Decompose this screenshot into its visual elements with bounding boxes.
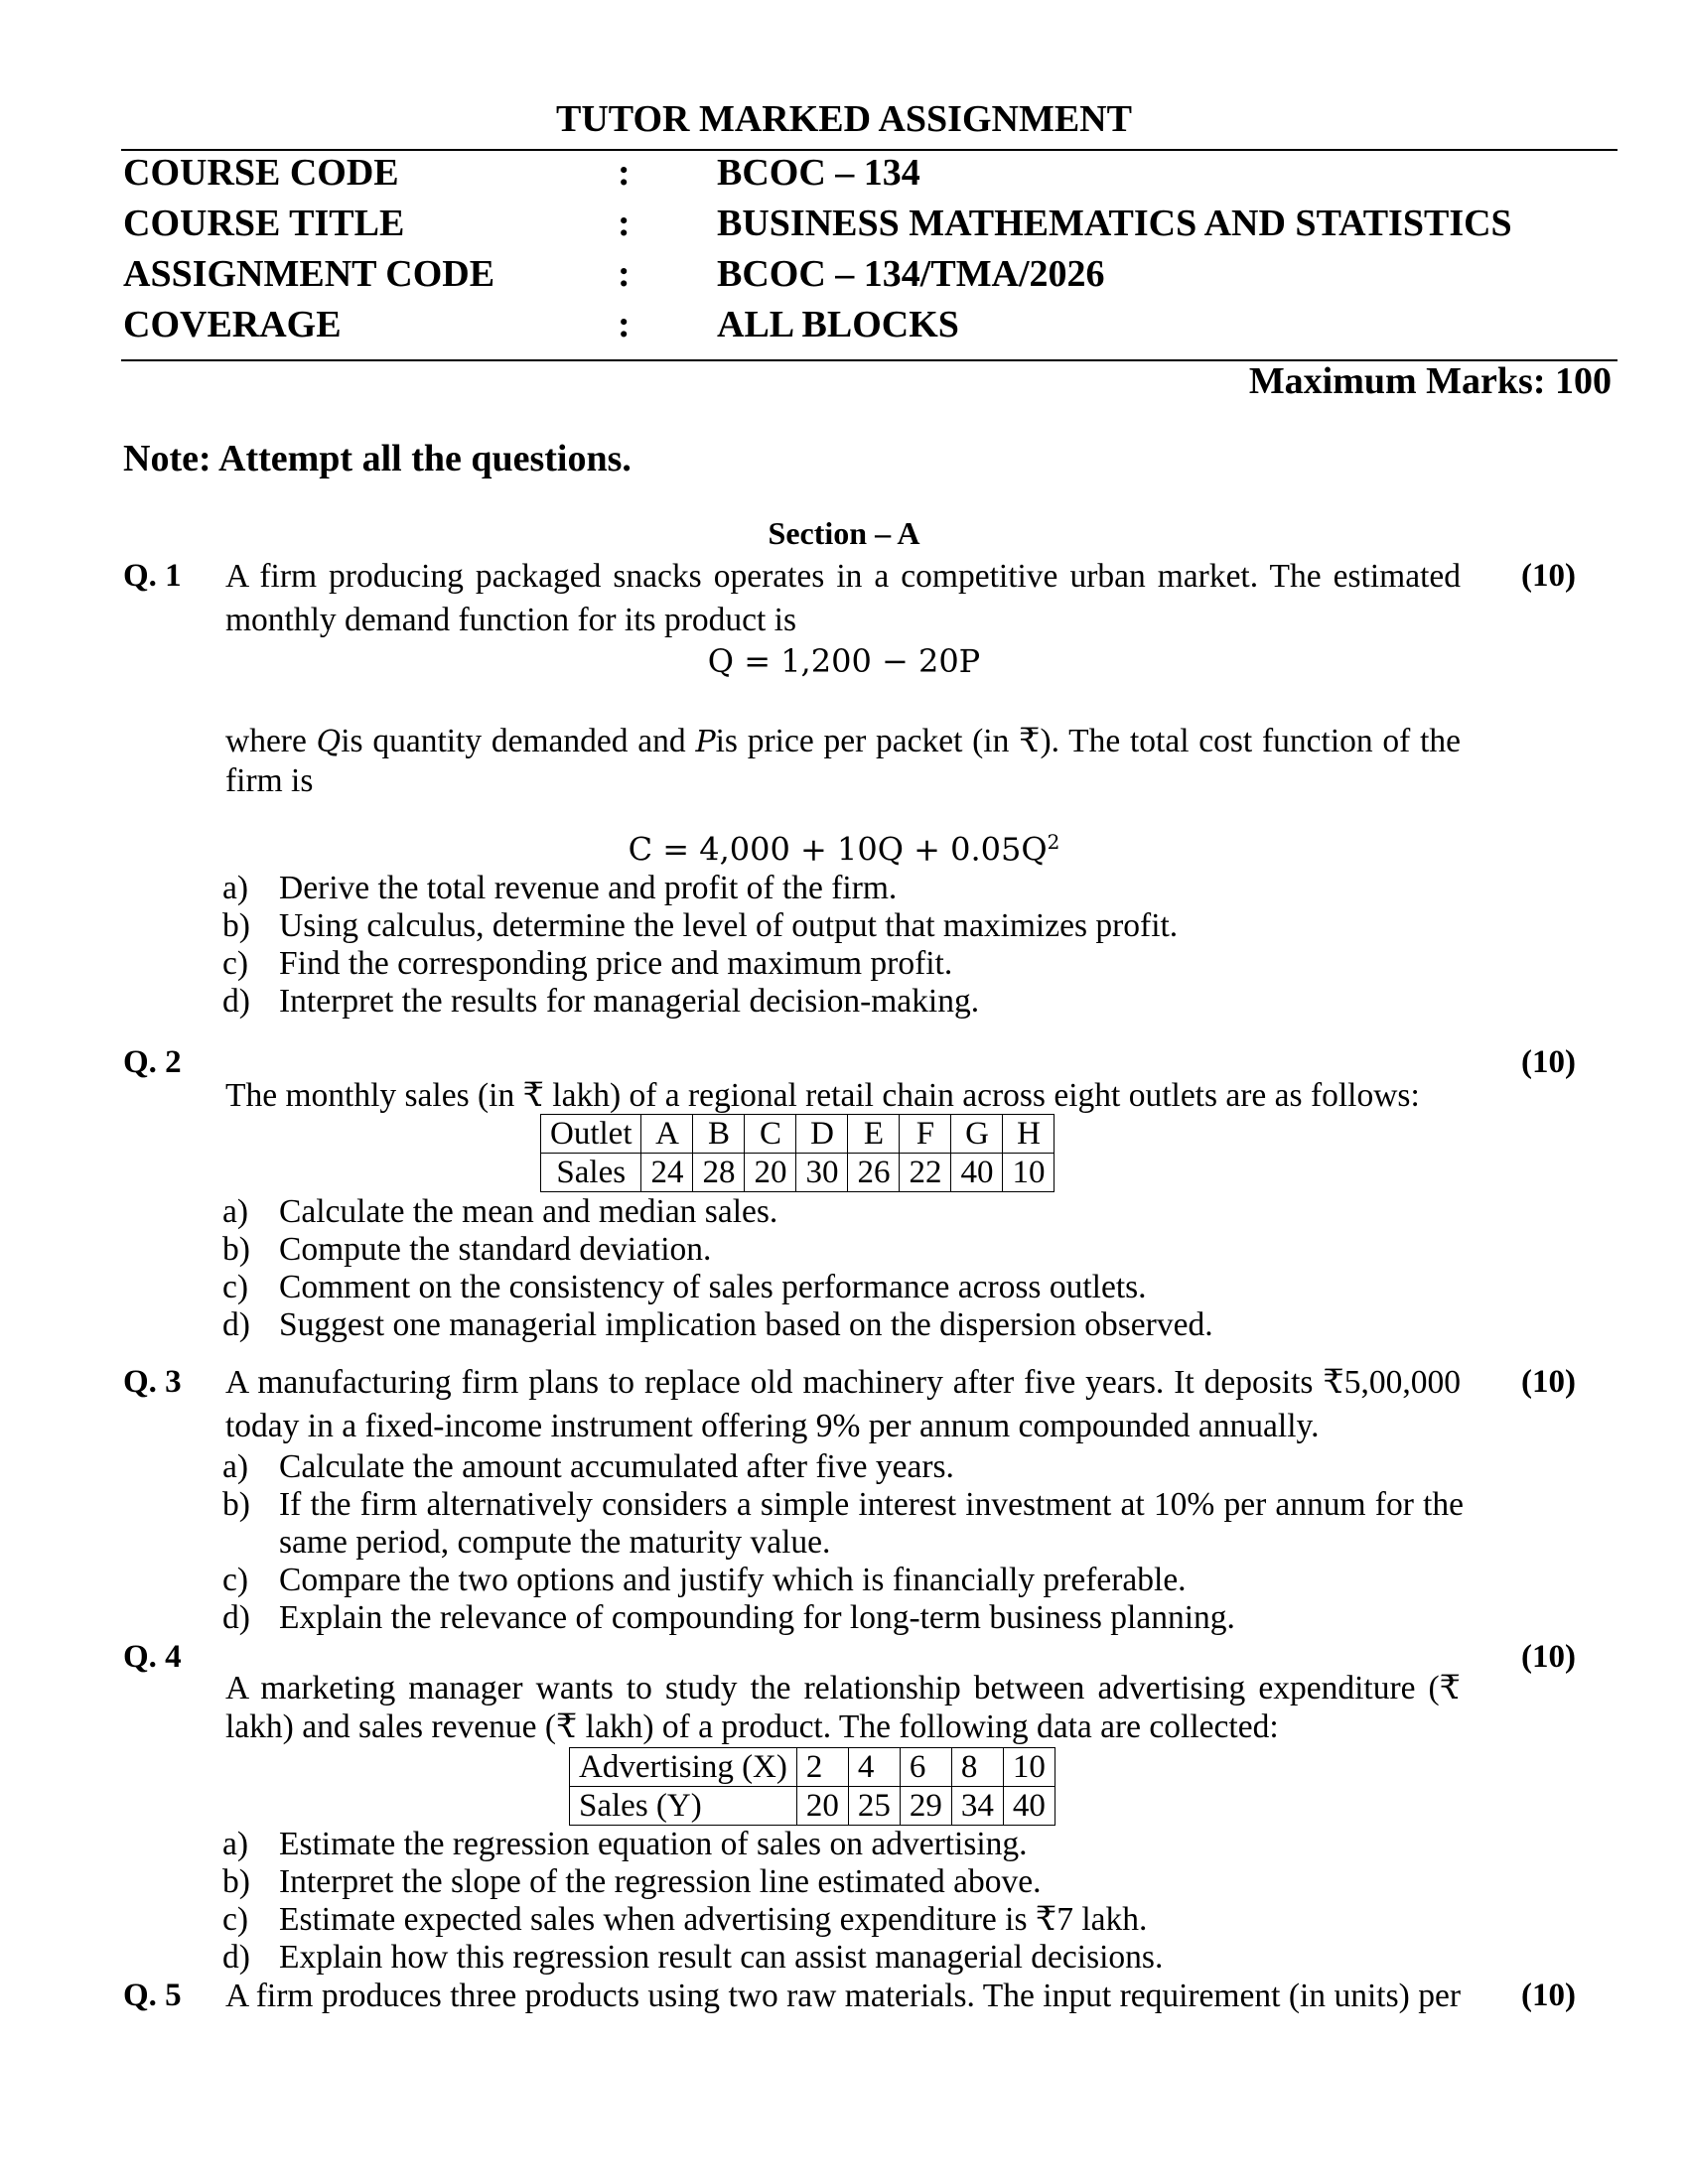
sub-question — [222, 1863, 1464, 1901]
question-text: A manufacturing firm plans to replace old machinery after five years. It deposits ₹5,00,000 today in a fixed-income instrument offering 9% per annum compounded annually. — [225, 1364, 1461, 1444]
table-cell: 25 — [848, 1787, 900, 1826]
table-cell: 40 — [1003, 1787, 1055, 1826]
course-code-value: BCOC – 134 — [717, 152, 920, 194]
sub-question-text: Derive the total revenue and profit of the firm. — [279, 870, 898, 906]
variable-p: P — [695, 725, 716, 759]
table-cell: 6 — [900, 1748, 951, 1787]
section-heading: Section – A — [768, 515, 920, 551]
sub-question-label: c) — [222, 1562, 249, 1598]
sub-question-label: d) — [222, 1306, 250, 1343]
table-cell: 20 — [796, 1787, 848, 1826]
table-cell: 26 — [848, 1154, 900, 1192]
question-text: A firm produces three products using two raw materials. The input requirement (in units) per — [225, 1978, 1461, 2014]
table-cell: 30 — [796, 1154, 848, 1192]
sub-question-text: Estimate the regression equation of sales on advertising. — [279, 1826, 1028, 1862]
question-number: Q. 1 — [123, 558, 182, 594]
sub-question — [222, 983, 1464, 1021]
sub-question — [222, 1306, 1464, 1344]
table-cell: Outlet — [541, 1115, 641, 1154]
sub-question-list — [222, 1193, 1464, 1344]
sub-question — [222, 1448, 1464, 1486]
table-cell: Sales — [541, 1154, 641, 1192]
table-cell: Advertising (X) — [570, 1748, 797, 1787]
question-number: Q. 2 — [123, 1044, 182, 1080]
sub-question-label: b) — [222, 1486, 250, 1523]
table-cell: G — [951, 1115, 1003, 1154]
cost-formula — [0, 830, 1688, 869]
table-header-row — [541, 1115, 1055, 1154]
coverage-value: ALL BLOCKS — [717, 304, 959, 345]
question-marks: (10) — [1521, 1044, 1576, 1080]
sub-question — [222, 907, 1464, 945]
sub-question — [222, 1826, 1464, 1863]
question-marks: (10) — [1521, 1639, 1576, 1675]
sub-question-text: Interpret the slope of the regression line estimated above. — [279, 1863, 1042, 1900]
sub-question-text: Compare the two options and justify which is financially preferable. — [279, 1562, 1187, 1598]
coverage-colon: : — [618, 304, 631, 345]
sub-question — [222, 1269, 1464, 1306]
sub-question-text: Estimate expected sales when advertising expenditure is ₹7 lakh. — [279, 1901, 1148, 1938]
sub-question-text: Explain the relevance of compounding for long-term business planning. — [279, 1599, 1235, 1636]
table-cell: 29 — [900, 1787, 951, 1826]
question-text-continued — [225, 722, 1461, 800]
maximum-marks: Maximum Marks: 100 — [1248, 360, 1612, 402]
demand-formula: Q = 1,200 − 20P — [707, 642, 981, 680]
table-cell: 4 — [848, 1748, 900, 1787]
sub-question-list — [222, 1448, 1464, 1637]
sub-question-label: d) — [222, 983, 250, 1020]
question-number: Q. 4 — [123, 1639, 182, 1675]
table-cell: C — [745, 1115, 796, 1154]
sub-question-label: d) — [222, 1599, 250, 1636]
instructions-note: Note: Attempt all the questions. — [123, 438, 632, 479]
table-cell: 8 — [951, 1748, 1003, 1787]
table-cell: 10 — [1003, 1154, 1055, 1192]
sub-question — [222, 870, 1464, 907]
sub-question-text: Calculate the amount accumulated after five years. — [279, 1448, 954, 1485]
sub-question-text: Calculate the mean and median sales. — [279, 1193, 778, 1230]
assignment-code-value: BCOC – 134/TMA/2026 — [717, 253, 1105, 295]
table-cell: B — [693, 1115, 745, 1154]
text-fragment: where — [225, 723, 317, 759]
table-cell: E — [848, 1115, 900, 1154]
table-cell: 34 — [951, 1787, 1003, 1826]
assignment-code-colon: : — [618, 253, 631, 295]
question-text: The monthly sales (in ₹ lakh) of a regional retail chain across eight outlets are as follows: — [225, 1077, 1420, 1114]
coverage-label: COVERAGE — [123, 304, 342, 345]
table-cell: 2 — [796, 1748, 848, 1787]
table-header-row — [570, 1748, 1055, 1787]
cost-formula-body: C = 4,000 + 10Q + 0.05Q — [628, 830, 1048, 869]
advertising-sales-table — [569, 1747, 1055, 1826]
sub-question-text: Compute the standard deviation. — [279, 1231, 712, 1268]
sub-question — [222, 1231, 1464, 1269]
table-cell: 24 — [641, 1154, 693, 1192]
question-text: A marketing manager wants to study the relationship between advertising expenditure (₹ lakh) and sales revenue (₹ lakh) of a product. The following data are collected: — [225, 1670, 1461, 1745]
sub-question-text: If the firm alternatively considers a simple interest investment at 10% per annum for the same period, compute the maturity value. — [279, 1486, 1464, 1561]
table-cell: 22 — [900, 1154, 951, 1192]
sub-question — [222, 1562, 1464, 1599]
question-marks: (10) — [1521, 558, 1576, 594]
course-title-label: COURSE TITLE — [123, 203, 405, 244]
question-marks: (10) — [1521, 1978, 1576, 2013]
course-code-label: COURSE CODE — [123, 152, 399, 194]
sub-question-text: Find the corresponding price and maximum profit. — [279, 945, 953, 982]
sub-question-text: Comment on the consistency of sales performance across outlets. — [279, 1269, 1147, 1305]
sub-question-label: c) — [222, 945, 249, 982]
course-title-colon: : — [618, 203, 631, 244]
table-row — [541, 1154, 1055, 1192]
table-cell: A — [641, 1115, 693, 1154]
variable-q: Q — [316, 725, 342, 759]
sub-question-label: c) — [222, 1269, 249, 1305]
sub-question-text: Suggest one managerial implication based on the dispersion observed. — [279, 1306, 1213, 1343]
table-row — [570, 1787, 1055, 1826]
sub-question-label: d) — [222, 1939, 250, 1976]
question-text: A firm producing packaged snacks operates in a competitive urban market. The estimated monthly demand function for its product is — [225, 558, 1461, 638]
sub-question-label: a) — [222, 870, 249, 906]
sub-question-text: Using calculus, determine the level of output that maximizes profit. — [279, 907, 1179, 944]
sub-question — [222, 1486, 1464, 1562]
document-title: TUTOR MARKED ASSIGNMENT — [556, 98, 1132, 140]
table-cell: 20 — [745, 1154, 796, 1192]
table-cell: 10 — [1003, 1748, 1055, 1787]
question-number: Q. 3 — [123, 1364, 182, 1400]
sub-question-list — [222, 870, 1464, 1021]
sub-question — [222, 1939, 1464, 1977]
text-fragment: is price per packet (in ₹). The total cost function of the firm is — [225, 723, 1461, 799]
sub-question-label: a) — [222, 1826, 249, 1862]
table-cell: 40 — [951, 1154, 1003, 1192]
sub-question — [222, 1193, 1464, 1231]
table-cell: F — [900, 1115, 951, 1154]
sub-question-label: a) — [222, 1448, 249, 1485]
sub-question — [222, 945, 1464, 983]
sub-question — [222, 1901, 1464, 1939]
table-cell: D — [796, 1115, 848, 1154]
sub-question-label: a) — [222, 1193, 249, 1230]
sub-question — [222, 1599, 1464, 1637]
sub-question-label: b) — [222, 1231, 250, 1268]
table-cell: Sales (Y) — [570, 1787, 797, 1826]
table-cell: 28 — [693, 1154, 745, 1192]
sub-question-label: b) — [222, 1863, 250, 1900]
course-code-colon: : — [618, 152, 631, 194]
question-number: Q. 5 — [123, 1978, 182, 2013]
question-marks: (10) — [1521, 1364, 1576, 1400]
sub-question-label: c) — [222, 1901, 249, 1938]
table-cell: H — [1003, 1115, 1055, 1154]
sales-table — [540, 1114, 1055, 1192]
sub-question-list — [222, 1826, 1464, 1977]
text-fragment: is quantity demanded and — [341, 723, 696, 759]
course-title-value: BUSINESS MATHEMATICS AND STATISTICS — [717, 203, 1512, 244]
cost-formula-exponent: 2 — [1047, 830, 1060, 854]
sub-question-text: Interpret the results for managerial decision-making. — [279, 983, 980, 1020]
sub-question-text: Explain how this regression result can assist managerial decisions. — [279, 1939, 1164, 1976]
assignment-code-label: ASSIGNMENT CODE — [123, 253, 495, 295]
sub-question-label: b) — [222, 907, 250, 944]
